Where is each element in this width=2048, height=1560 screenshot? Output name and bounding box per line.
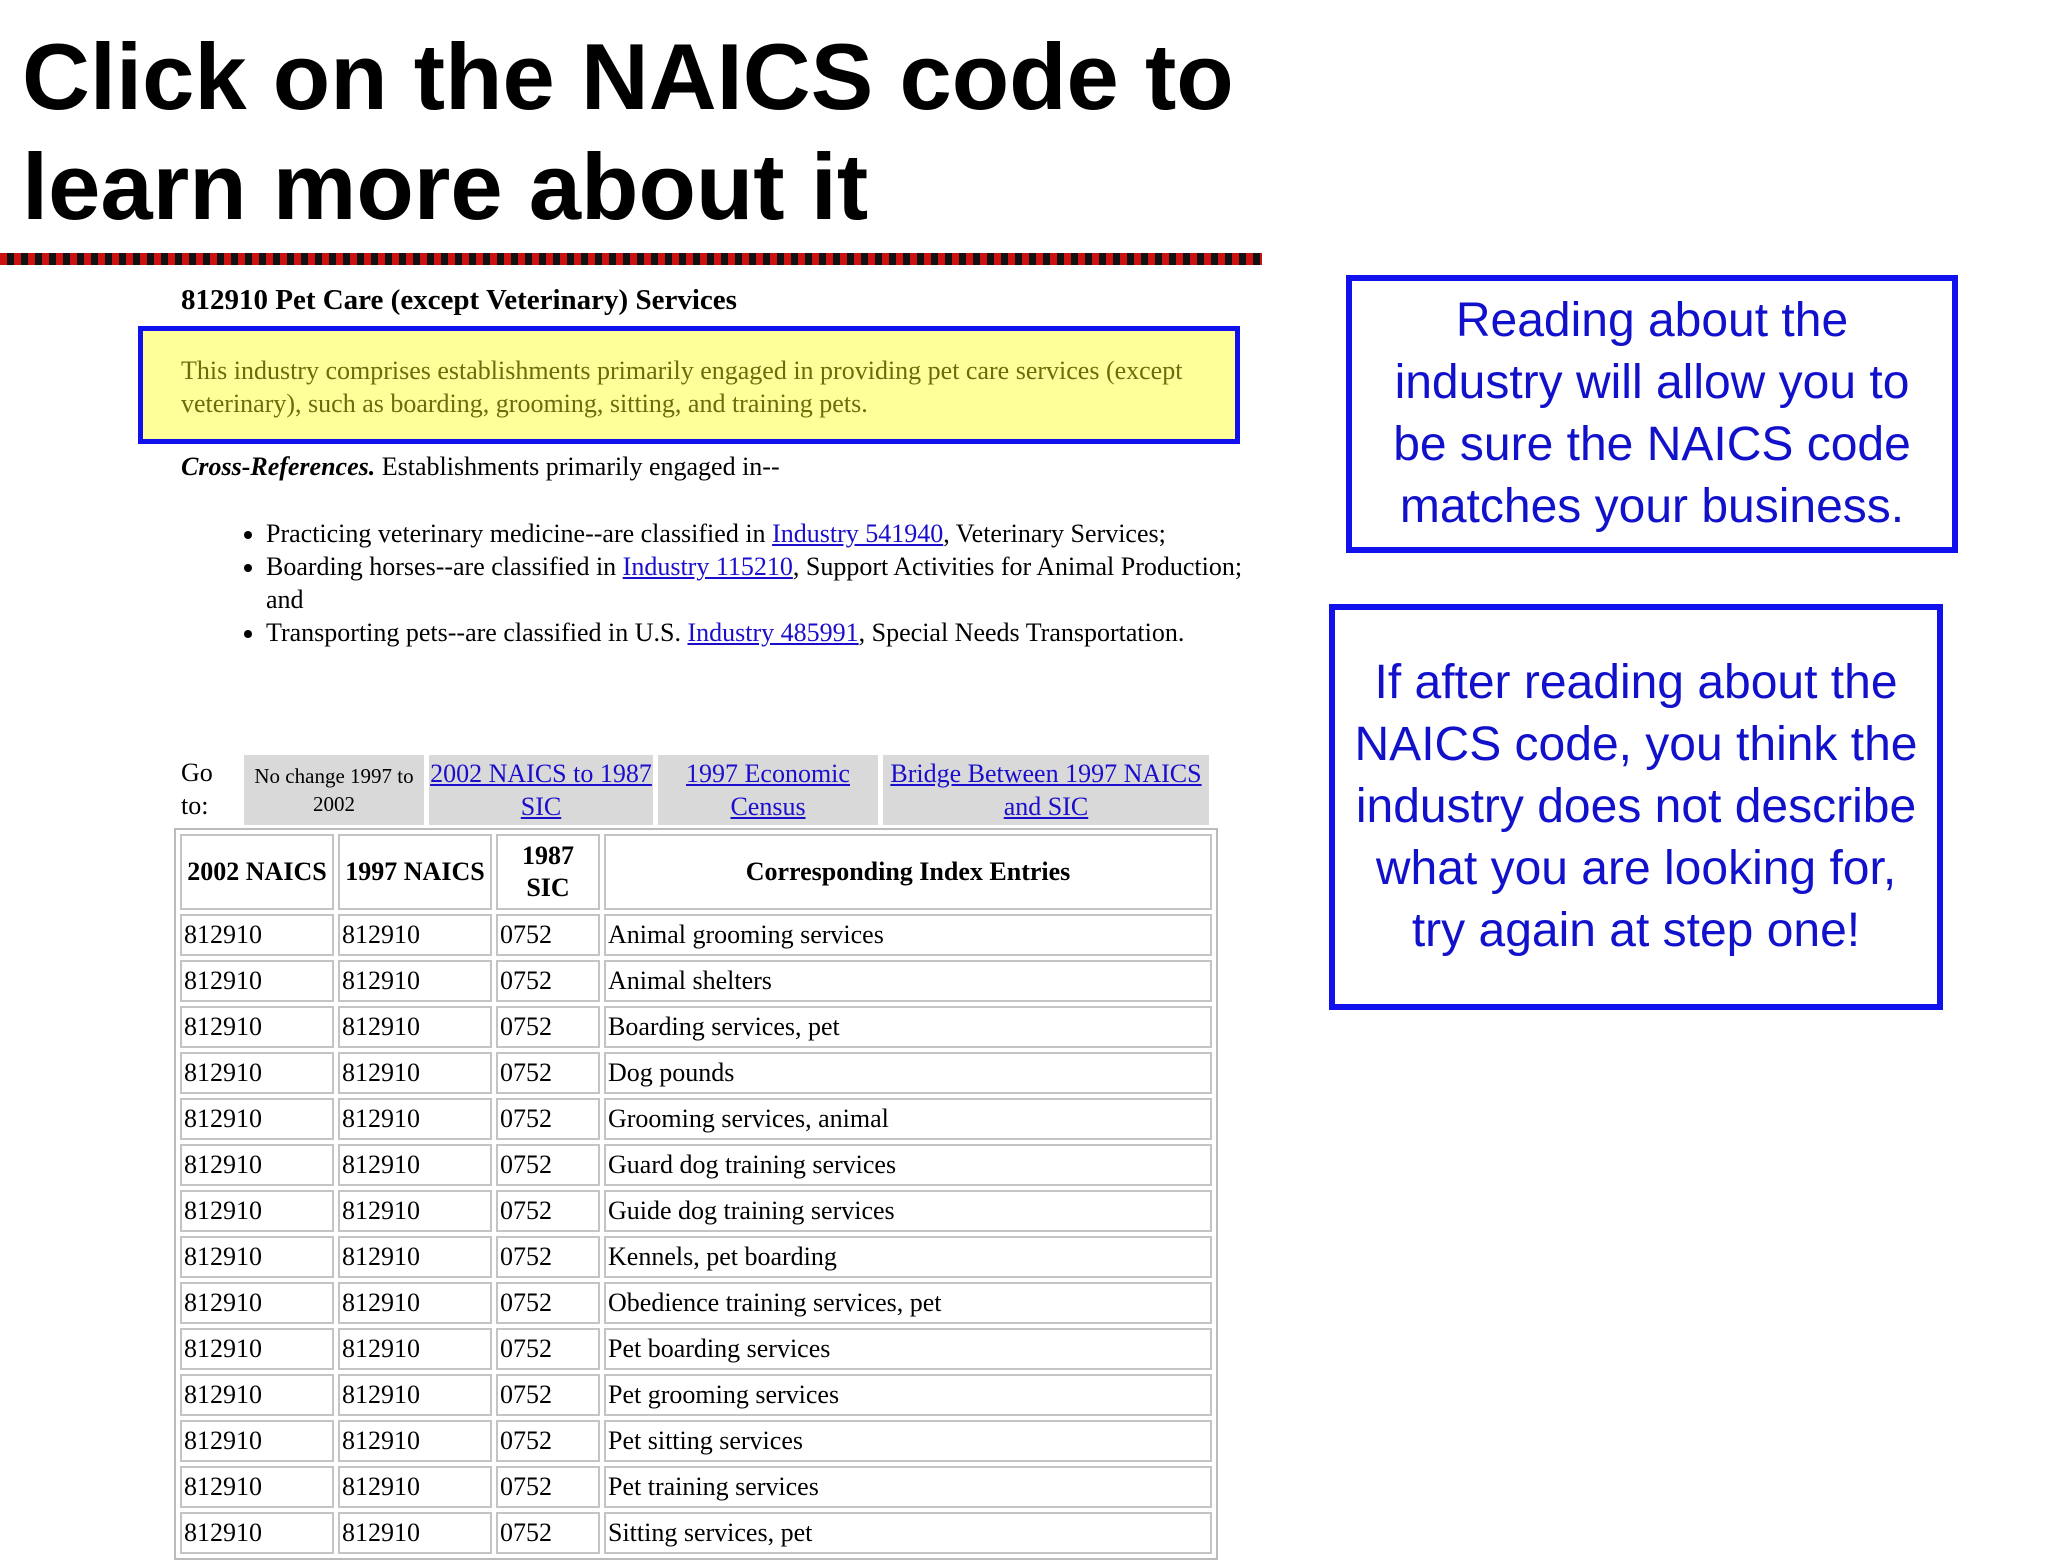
cell-1997-naics: 812910 bbox=[338, 1420, 492, 1462]
cell-1987-sic: 0752 bbox=[496, 1282, 600, 1324]
cell-2002-naics: 812910 bbox=[180, 1374, 334, 1416]
no-change-text: No change 1997 to 2002 bbox=[254, 764, 414, 816]
table-row bbox=[180, 914, 1212, 956]
cell-1987-sic: 0752 bbox=[496, 1052, 600, 1094]
cell-index-entry: Animal shelters bbox=[604, 960, 1212, 1002]
cell-2002-naics: 812910 bbox=[180, 1006, 334, 1048]
cross-reference-list bbox=[212, 517, 1266, 649]
bridge-naics-sic-link[interactable]: Bridge Between 1997 NAICS and SIC bbox=[890, 759, 1202, 821]
cell-1997-naics: 812910 bbox=[338, 1328, 492, 1370]
cell-index-entry: Pet boarding services bbox=[604, 1328, 1212, 1370]
header-index-entries: Corresponding Index Entries bbox=[604, 834, 1212, 910]
industry-heading: 812910 Pet Care (except Veterinary) Services bbox=[181, 284, 737, 316]
cell-2002-naics: 812910 bbox=[180, 1282, 334, 1324]
cell-2002-naics: 812910 bbox=[180, 1420, 334, 1462]
cell-1987-sic: 0752 bbox=[496, 1006, 600, 1048]
cell-1987-sic: 0752 bbox=[496, 1328, 600, 1370]
crossref-text: Practicing veterinary medicine--are classified in bbox=[266, 519, 773, 548]
table-row bbox=[180, 1006, 1212, 1048]
cell-index-entry: Sitting services, pet bbox=[604, 1512, 1212, 1554]
cell-2002-naics: 812910 bbox=[180, 1512, 334, 1554]
no-change-note bbox=[244, 755, 424, 825]
cell-index-entry: Animal grooming services bbox=[604, 914, 1212, 956]
industry-115210-link[interactable]: Industry 115210 bbox=[622, 552, 793, 581]
cell-index-entry: Dog pounds bbox=[604, 1052, 1212, 1094]
table-row bbox=[180, 1144, 1212, 1186]
industry-description: This industry comprises establishments primarily engaged in providing pet care services (except veterinary), such as boarding, grooming, sitting, and training pets. bbox=[181, 356, 1183, 418]
table-row bbox=[180, 1420, 1212, 1462]
crossref-text: , Veterinary Services; bbox=[943, 519, 1166, 548]
industry-541940-link[interactable]: Industry 541940 bbox=[772, 519, 944, 548]
cell-2002-naics: 812910 bbox=[180, 1052, 334, 1094]
industry-485991-link[interactable]: Industry 485991 bbox=[687, 618, 859, 647]
retry-callout-text: If after reading about the NAICS code, you think the industry does not describe what you are looking for, try again at step one! bbox=[1354, 656, 1918, 957]
cell-1987-sic: 0752 bbox=[496, 1190, 600, 1232]
crossref-text: , Support Activities for Animal Production; and bbox=[266, 552, 1243, 614]
cross-references-text: Establishments primarily engaged in-- bbox=[381, 452, 780, 481]
cell-index-entry: Grooming services, animal bbox=[604, 1098, 1212, 1140]
economic-census-link[interactable]: 1997 Economic Census bbox=[686, 759, 850, 821]
cell-1997-naics: 812910 bbox=[338, 1374, 492, 1416]
table-row bbox=[180, 1052, 1212, 1094]
table-row bbox=[180, 1190, 1212, 1232]
cross-references-label: Cross-References. bbox=[181, 452, 376, 481]
reading-callout bbox=[1346, 275, 1958, 553]
table-row bbox=[180, 1282, 1212, 1324]
cell-index-entry: Pet grooming services bbox=[604, 1374, 1212, 1416]
cell-1987-sic: 0752 bbox=[496, 1374, 600, 1416]
header-2002-naics: 2002 NAICS bbox=[180, 834, 334, 910]
slide-title-line-1: Click on the NAICS code to bbox=[22, 24, 1234, 129]
cell-1997-naics: 812910 bbox=[338, 1190, 492, 1232]
cell-1997-naics: 812910 bbox=[338, 1098, 492, 1140]
table-header-row bbox=[180, 834, 1212, 910]
cell-1997-naics: 812910 bbox=[338, 1466, 492, 1508]
goto-label bbox=[181, 756, 231, 822]
cell-1987-sic: 0752 bbox=[496, 960, 600, 1002]
cell-index-entry: Kennels, pet boarding bbox=[604, 1236, 1212, 1278]
cell-1987-sic: 0752 bbox=[496, 1512, 600, 1554]
cell-2002-naics: 812910 bbox=[180, 1328, 334, 1370]
table-row bbox=[180, 1236, 1212, 1278]
cell-index-entry: Guard dog training services bbox=[604, 1144, 1212, 1186]
retry-callout bbox=[1329, 604, 1943, 1010]
cell-1987-sic: 0752 bbox=[496, 914, 600, 956]
cell-1987-sic: 0752 bbox=[496, 1098, 600, 1140]
cell-2002-naics: 812910 bbox=[180, 960, 334, 1002]
cell-2002-naics: 812910 bbox=[180, 1144, 334, 1186]
goto-link-cell bbox=[883, 755, 1209, 825]
goto-link-cell bbox=[658, 755, 878, 825]
cross-reference-item bbox=[266, 550, 1266, 616]
crossref-text: Boarding horses--are classified in bbox=[266, 552, 623, 581]
crossref-text: , Special Needs Transportation. bbox=[858, 618, 1185, 647]
cross-reference-item bbox=[266, 517, 1266, 550]
cell-1987-sic: 0752 bbox=[496, 1144, 600, 1186]
cell-2002-naics: 812910 bbox=[180, 1098, 334, 1140]
crossref-text: Transporting pets--are classified in U.S. bbox=[266, 618, 688, 647]
cell-2002-naics: 812910 bbox=[180, 1236, 334, 1278]
cell-1987-sic: 0752 bbox=[496, 1466, 600, 1508]
reading-callout-text: Reading about the industry will allow you to be sure the NAICS code matches your business. bbox=[1393, 294, 1911, 533]
cell-1997-naics: 812910 bbox=[338, 1512, 492, 1554]
cell-1997-naics: 812910 bbox=[338, 914, 492, 956]
cell-1997-naics: 812910 bbox=[338, 1144, 492, 1186]
cell-index-entry: Obedience training services, pet bbox=[604, 1282, 1212, 1324]
cell-1987-sic: 0752 bbox=[496, 1420, 600, 1462]
cell-2002-naics: 812910 bbox=[180, 914, 334, 956]
cell-1997-naics: 812910 bbox=[338, 1282, 492, 1324]
table-row bbox=[180, 1098, 1212, 1140]
cross-references-intro bbox=[181, 452, 780, 482]
header-1987-sic: 1987 SIC bbox=[496, 834, 600, 910]
naics-to-sic-link[interactable]: 2002 NAICS to 1987 SIC bbox=[430, 759, 652, 821]
table-row bbox=[180, 1328, 1212, 1370]
index-entries-table bbox=[174, 828, 1218, 1560]
goto-label-text: Go to: bbox=[181, 758, 213, 820]
cell-2002-naics: 812910 bbox=[180, 1190, 334, 1232]
cell-1987-sic: 0752 bbox=[496, 1236, 600, 1278]
table-row bbox=[180, 1374, 1212, 1416]
cell-index-entry: Boarding services, pet bbox=[604, 1006, 1212, 1048]
table-row bbox=[180, 960, 1212, 1002]
cell-1997-naics: 812910 bbox=[338, 1236, 492, 1278]
goto-link-cell bbox=[429, 755, 653, 825]
cell-1997-naics: 812910 bbox=[338, 960, 492, 1002]
cell-index-entry: Pet sitting services bbox=[604, 1420, 1212, 1462]
table-body bbox=[180, 914, 1212, 1554]
cell-index-entry: Pet training services bbox=[604, 1466, 1212, 1508]
slide-title-line-2: learn more about it bbox=[22, 134, 869, 239]
cell-index-entry: Guide dog training services bbox=[604, 1190, 1212, 1232]
cross-reference-item bbox=[266, 616, 1266, 649]
header-1997-naics: 1997 NAICS bbox=[338, 834, 492, 910]
cell-1997-naics: 812910 bbox=[338, 1006, 492, 1048]
cell-2002-naics: 812910 bbox=[180, 1466, 334, 1508]
table-row bbox=[180, 1512, 1212, 1554]
table-row bbox=[180, 1466, 1212, 1508]
cell-1997-naics: 812910 bbox=[338, 1052, 492, 1094]
